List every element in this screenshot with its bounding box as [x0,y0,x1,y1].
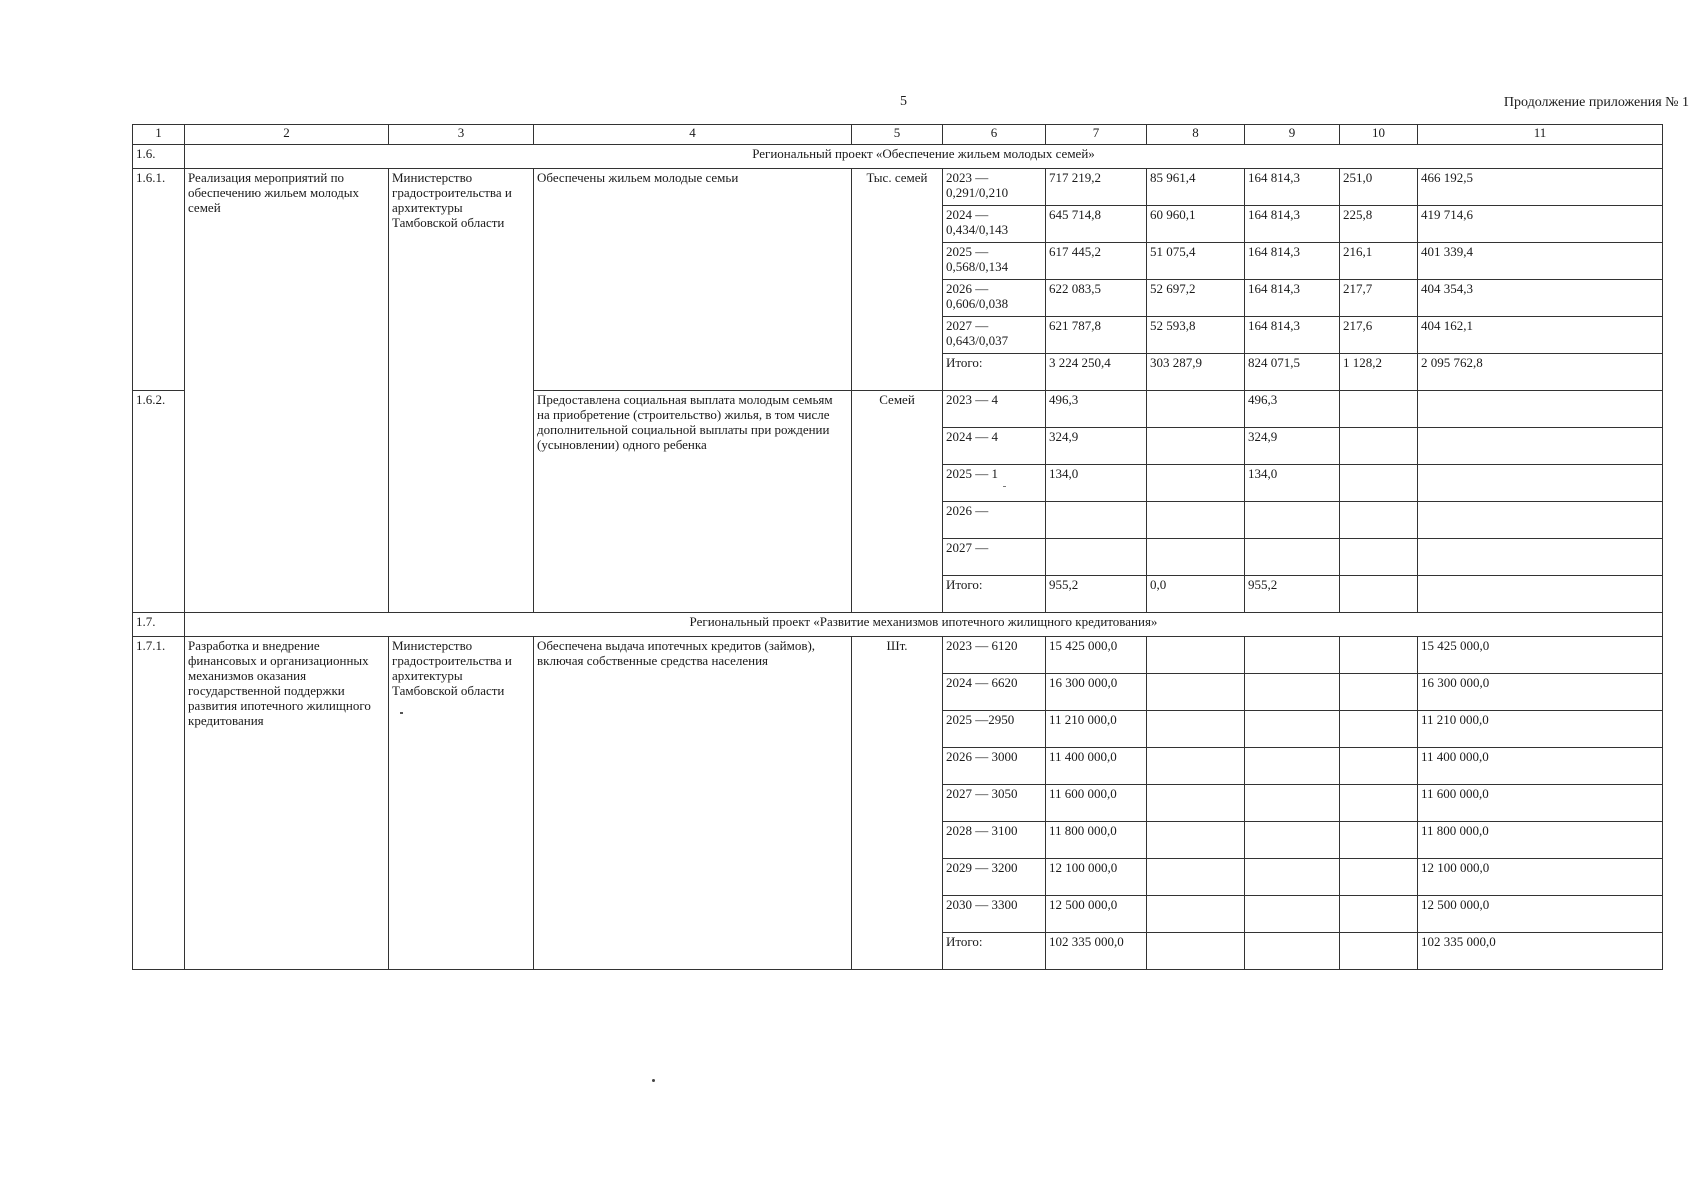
value-cell-8 [1147,785,1245,822]
value-cell-11: 404 162,1 [1418,317,1663,354]
value-cell-8 [1147,896,1245,933]
value-cell-9: 324,9 [1245,428,1340,465]
value-cell-11: 15 425 000,0 [1418,637,1663,674]
value-cell-10 [1340,391,1418,428]
value-cell-9 [1245,822,1340,859]
value-cell-9 [1245,785,1340,822]
item-code: 1.6.1. [133,169,185,391]
value-cell-7: 134,0 [1046,465,1147,502]
value-cell-8 [1147,859,1245,896]
period-cell: 2025 — 1 [943,465,1046,502]
value-cell-8: 85 961,4 [1147,169,1245,206]
value-cell-9 [1245,539,1340,576]
value-cell-7: 622 083,5 [1046,280,1147,317]
period-cell: 2028 — 3100 [943,822,1046,859]
period-cell: Итого: [943,576,1046,613]
value-cell-8 [1147,465,1245,502]
scan-speck [1003,486,1006,487]
value-cell-9 [1245,859,1340,896]
value-cell-9 [1245,748,1340,785]
value-cell-9: 496,3 [1245,391,1340,428]
value-cell-10: 216,1 [1340,243,1418,280]
value-cell-8: 303 287,9 [1147,354,1245,391]
value-cell-9: 955,2 [1245,576,1340,613]
column-number: 3 [389,125,534,145]
period-cell: 2023 — 4 [943,391,1046,428]
column-number: 2 [185,125,389,145]
event-cell: Разработка и внедрение финансовых и организационных механизмов оказания государственной поддержки развития ипотечного жилищного кредитования [185,637,389,970]
value-cell-11: 404 354,3 [1418,280,1663,317]
value-cell-11 [1418,502,1663,539]
value-cell-8 [1147,748,1245,785]
period-cell: 2030 — 3300 [943,896,1046,933]
value-cell-10 [1340,502,1418,539]
value-cell-7: 496,3 [1046,391,1147,428]
value-cell-8 [1147,502,1245,539]
value-cell-9 [1245,711,1340,748]
value-cell-11: 419 714,6 [1418,206,1663,243]
section-row-1-7 [133,613,1663,637]
value-cell-8: 60 960,1 [1147,206,1245,243]
value-cell-10 [1340,539,1418,576]
event-cell: Реализация мероприятий по обеспечению жильем молодых семей [185,169,389,613]
value-cell-7: 16 300 000,0 [1046,674,1147,711]
period-cell: 2025 —2950 [943,711,1046,748]
period-cell: 2026 — [943,502,1046,539]
value-cell-10 [1340,896,1418,933]
period-cell: 2025 — 0,568/0,134 [943,243,1046,280]
period-cell: 2024 — 6620 [943,674,1046,711]
value-cell-10 [1340,933,1418,970]
value-cell-10: 251,0 [1340,169,1418,206]
period-cell: 2023 — 6120 [943,637,1046,674]
value-cell-10 [1340,859,1418,896]
value-cell-9: 164 814,3 [1245,169,1340,206]
result-cell: Обеспечены жильем молодые семьи [534,169,852,391]
period-cell: 2026 — 0,606/0,038 [943,280,1046,317]
value-cell-11: 11 800 000,0 [1418,822,1663,859]
value-cell-8 [1147,822,1245,859]
value-cell-10: 225,8 [1340,206,1418,243]
value-cell-8 [1147,933,1245,970]
appendix-continuation-label: Продолжение приложения № 1 [1503,95,1689,110]
value-cell-11 [1418,539,1663,576]
value-cell-8 [1147,711,1245,748]
value-cell-9: 164 814,3 [1245,243,1340,280]
value-cell-7: 12 100 000,0 [1046,859,1147,896]
period-cell: 2024 — 0,434/0,143 [943,206,1046,243]
column-number: 11 [1418,125,1663,145]
value-cell-11: 11 400 000,0 [1418,748,1663,785]
column-number: 9 [1245,125,1340,145]
value-cell-10 [1340,465,1418,502]
period-cell: 2027 — [943,539,1046,576]
value-cell-11: 16 300 000,0 [1418,674,1663,711]
table-row [133,637,1663,674]
value-cell-9: 134,0 [1245,465,1340,502]
value-cell-11 [1418,391,1663,428]
period-cell: 2027 — 3050 [943,785,1046,822]
value-cell-9: 164 814,3 [1245,317,1340,354]
column-number: 6 [943,125,1046,145]
period-cell: 2023 — 0,291/0,210 [943,169,1046,206]
value-cell-7: 3 224 250,4 [1046,354,1147,391]
value-cell-8 [1147,674,1245,711]
executor-cell: Министерство градостроительства и архитектуры Тамбовской области [389,169,534,613]
value-cell-10: 217,7 [1340,280,1418,317]
value-cell-7: 621 787,8 [1046,317,1147,354]
value-cell-7: 11 210 000,0 [1046,711,1147,748]
page-number: 5 [900,94,907,109]
value-cell-10: 217,6 [1340,317,1418,354]
value-cell-10 [1340,674,1418,711]
result-cell: Предоставлена социальная выплата молодым семьям на приобретение (строительство) жилья, в том числе дополнительной социальной выплаты при рождении (усыновлении) одного ребенка [534,391,852,613]
result-cell: Обеспечена выдача ипотечных кредитов (займов), включая собственные средства населения [534,637,852,970]
section-code: 1.7. [133,613,185,637]
value-cell-10: 1 128,2 [1340,354,1418,391]
value-cell-8 [1147,637,1245,674]
value-cell-11: 401 339,4 [1418,243,1663,280]
value-cell-7: 11 600 000,0 [1046,785,1147,822]
value-cell-7 [1046,539,1147,576]
table-row [133,169,1663,206]
value-cell-11: 2 095 762,8 [1418,354,1663,391]
value-cell-9 [1245,896,1340,933]
value-cell-10 [1340,428,1418,465]
value-cell-8 [1147,391,1245,428]
item-code: 1.7.1. [133,637,185,970]
value-cell-8 [1147,539,1245,576]
section-title: Региональный проект «Обеспечение жильем молодых семей» [185,145,1663,169]
value-cell-7: 11 800 000,0 [1046,822,1147,859]
value-cell-7 [1046,502,1147,539]
value-cell-11: 11 210 000,0 [1418,711,1663,748]
value-cell-10 [1340,822,1418,859]
value-cell-7: 645 714,8 [1046,206,1147,243]
appendix-table [132,124,1663,970]
value-cell-10 [1340,785,1418,822]
value-cell-10 [1340,711,1418,748]
value-cell-11: 12 500 000,0 [1418,896,1663,933]
value-cell-8: 52 697,2 [1147,280,1245,317]
column-number: 10 [1340,125,1418,145]
value-cell-11: 11 600 000,0 [1418,785,1663,822]
value-cell-11 [1418,465,1663,502]
value-cell-9: 824 071,5 [1245,354,1340,391]
period-cell: Итого: [943,354,1046,391]
period-cell: 2029 — 3200 [943,859,1046,896]
section-code: 1.6. [133,145,185,169]
value-cell-11 [1418,428,1663,465]
value-cell-8: 0,0 [1147,576,1245,613]
period-cell: Итого: [943,933,1046,970]
value-cell-7: 955,2 [1046,576,1147,613]
column-number: 1 [133,125,185,145]
section-row-1-6 [133,145,1663,169]
value-cell-7: 102 335 000,0 [1046,933,1147,970]
value-cell-7: 717 219,2 [1046,169,1147,206]
value-cell-7: 15 425 000,0 [1046,637,1147,674]
value-cell-8: 52 593,8 [1147,317,1245,354]
value-cell-10 [1340,576,1418,613]
value-cell-8 [1147,428,1245,465]
unit-cell: Шт. [852,637,943,970]
period-cell: 2026 — 3000 [943,748,1046,785]
section-title: Региональный проект «Развитие механизмов ипотечного жилищного кредитования» [185,613,1663,637]
period-cell: 2024 — 4 [943,428,1046,465]
column-number: 8 [1147,125,1245,145]
value-cell-9 [1245,502,1340,539]
item-code: 1.6.2. [133,391,185,613]
column-number: 5 [852,125,943,145]
value-cell-9: 164 814,3 [1245,206,1340,243]
unit-cell: Тыс. семей [852,169,943,391]
value-cell-9 [1245,674,1340,711]
value-cell-9 [1245,933,1340,970]
column-number-row [133,125,1663,145]
value-cell-7: 11 400 000,0 [1046,748,1147,785]
value-cell-9: 164 814,3 [1245,280,1340,317]
column-number: 4 [534,125,852,145]
executor-cell: Министерство градостроительства и архитектуры Тамбовской области [389,637,534,970]
value-cell-10 [1340,748,1418,785]
value-cell-11: 102 335 000,0 [1418,933,1663,970]
value-cell-7: 617 445,2 [1046,243,1147,280]
column-number: 7 [1046,125,1147,145]
scan-speck [400,712,403,714]
scan-speck [652,1079,655,1082]
unit-cell: Семей [852,391,943,613]
value-cell-11: 12 100 000,0 [1418,859,1663,896]
value-cell-11 [1418,576,1663,613]
period-cell: 2027 — 0,643/0,037 [943,317,1046,354]
value-cell-9 [1245,637,1340,674]
value-cell-7: 324,9 [1046,428,1147,465]
value-cell-11: 466 192,5 [1418,169,1663,206]
value-cell-8: 51 075,4 [1147,243,1245,280]
value-cell-7: 12 500 000,0 [1046,896,1147,933]
value-cell-10 [1340,637,1418,674]
